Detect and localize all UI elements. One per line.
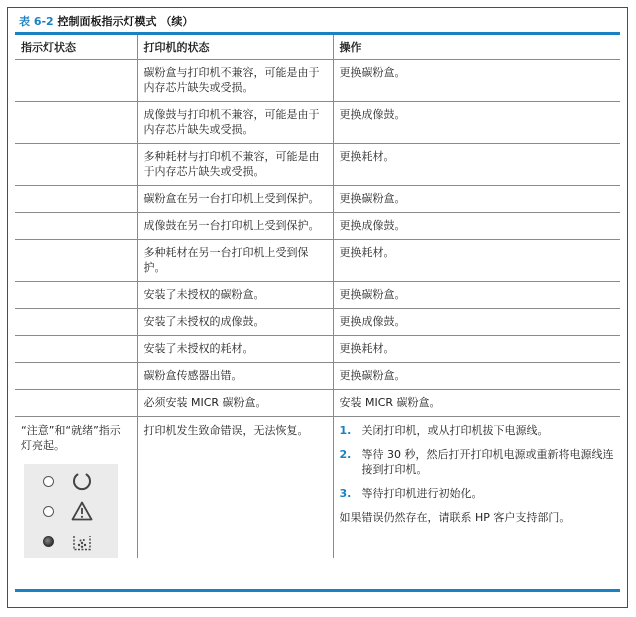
step-number: 2. — [339, 447, 352, 461]
table-row — [15, 389, 620, 416]
support-note: 如果错误仍然存在，请联系 HP 客户支持部门。 — [339, 510, 571, 524]
indicator-cell — [15, 185, 137, 212]
step-text: 关闭打印机，或从打印机拔下电源线。 — [361, 423, 549, 437]
toner-icon — [71, 530, 93, 552]
indicator-cell — [15, 416, 137, 558]
table-row — [15, 362, 620, 389]
indicator-cell — [15, 389, 137, 416]
action-cell: 更换碳粉盒。 — [333, 362, 620, 389]
table-row — [15, 59, 620, 101]
toner-led-on — [43, 536, 54, 547]
table-row — [15, 239, 620, 281]
table-row — [15, 212, 620, 239]
header-action: 操作 — [333, 35, 620, 59]
indicator-cell — [15, 335, 137, 362]
action-cell — [333, 416, 620, 558]
action-cell: 安装 MICR 碳粉盒。 — [333, 389, 620, 416]
table-row — [15, 101, 620, 143]
step-number: 1. — [339, 423, 352, 437]
table-bottom-rule — [15, 589, 620, 592]
control-panel-lights — [24, 464, 118, 558]
action-cell: 更换碳粉盒。 — [333, 281, 620, 308]
step-number: 3. — [339, 486, 352, 500]
printer-state-cell: 碳粉盒与打印机不兼容，可能是由于内存芯片缺失或受损。 — [137, 59, 333, 101]
table-caption — [19, 13, 193, 29]
step-item — [340, 447, 615, 477]
table-header-row — [15, 35, 620, 59]
action-cell: 更换耗材。 — [333, 335, 620, 362]
attention-icon — [71, 500, 93, 522]
indicator-cell — [15, 59, 137, 101]
printer-state-cell: 多种耗材与打印机不兼容，可能是由于内存芯片缺失或受损。 — [137, 143, 333, 185]
header-indicator-state: 指示灯状态 — [15, 35, 137, 59]
caption-title: 控制面板指示灯模式 （续） — [57, 15, 194, 28]
action-cell: 更换耗材。 — [333, 239, 620, 281]
printer-state-cell: 碳粉盒在另一台打印机上受到保护。 — [137, 185, 333, 212]
step-text: 等待打印机进行初始化。 — [361, 486, 483, 500]
action-cell: 更换成像鼓。 — [333, 101, 620, 143]
indicator-description: “注意”和“就绪”指示灯亮起。 — [21, 423, 121, 452]
printer-state-cell: 安装了未授权的耗材。 — [137, 335, 333, 362]
indicator-cell — [15, 281, 137, 308]
printer-state-cell: 成像鼓在另一台打印机上受到保护。 — [137, 212, 333, 239]
indicator-cell — [15, 239, 137, 281]
attention-led-off — [43, 506, 54, 517]
caption-number: 表 6-2 — [19, 15, 54, 28]
table-row — [15, 185, 620, 212]
step-item — [340, 486, 615, 501]
indicator-cell — [15, 362, 137, 389]
printer-state-cell: 打印机发生致命错误，无法恢复。 — [137, 416, 333, 558]
table-row — [15, 335, 620, 362]
fatal-error-row — [15, 416, 620, 558]
printer-state-cell: 多种耗材在另一台打印机上受到保护。 — [137, 239, 333, 281]
indicator-cell — [15, 143, 137, 185]
action-cell: 更换碳粉盒。 — [333, 59, 620, 101]
printer-state-cell: 必须安装 MICR 碳粉盒。 — [137, 389, 333, 416]
ready-led-off — [43, 476, 54, 487]
table-row — [15, 308, 620, 335]
ready-icon — [71, 470, 93, 492]
action-cell: 更换成像鼓。 — [333, 212, 620, 239]
header-printer-state: 打印机的状态 — [137, 35, 333, 59]
indicator-cell — [15, 308, 137, 335]
step-item — [340, 423, 615, 438]
indicator-cell — [15, 212, 137, 239]
indicator-pattern-table — [15, 35, 620, 558]
printer-state-cell: 成像鼓与打印机不兼容，可能是由于内存芯片缺失或受损。 — [137, 101, 333, 143]
action-cell: 更换碳粉盒。 — [333, 185, 620, 212]
printer-state-cell: 安装了未授权的成像鼓。 — [137, 308, 333, 335]
indicator-cell — [15, 101, 137, 143]
printer-state-cell: 碳粉盒传感器出错。 — [137, 362, 333, 389]
table-row — [15, 143, 620, 185]
printer-state-cell: 安装了未授权的碳粉盒。 — [137, 281, 333, 308]
step-text: 等待 30 秒，然后打开打印机电源或重新将电源线连接到打印机。 — [361, 447, 614, 476]
action-cell: 更换耗材。 — [333, 143, 620, 185]
action-cell: 更换成像鼓。 — [333, 308, 620, 335]
table-row — [15, 281, 620, 308]
